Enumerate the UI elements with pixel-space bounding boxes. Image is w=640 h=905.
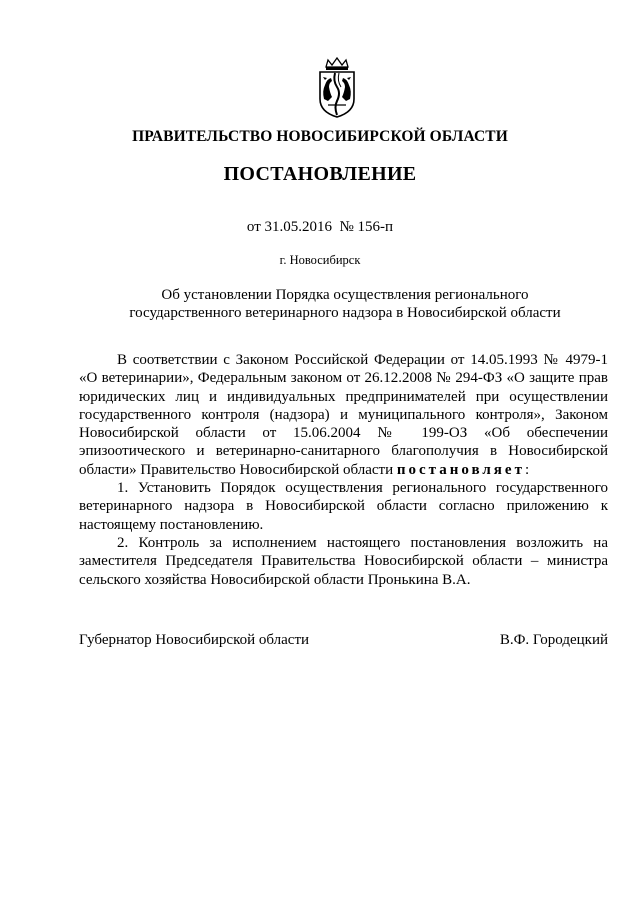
document-body: [79, 351, 608, 589]
document-date: 31.05.2016: [264, 219, 332, 235]
date-prefix: от: [246, 219, 261, 235]
city-label: г. Новосибирск: [279, 253, 361, 267]
signatory-position: Губернатор Новосибирской области: [79, 632, 310, 648]
coat-of-arms-icon: [316, 57, 358, 119]
document-subject: [80, 286, 610, 322]
item-2-paragraph: 2. Контроль за исполнением настоящего постановления возложить на заместителя Председателя Правительства Новосибирской области – министра сельского хозяйства Новосибирской области Пронькина В.А.: [79, 534, 608, 588]
date-number-line: [0, 219, 640, 236]
item-1-paragraph: 1. Установить Порядок осуществления регионального государственного ветеринарного надзора в Новосибирской области согласно приложению к настоящему постановлению.: [79, 480, 608, 533]
resolves-colon: :: [524, 461, 530, 478]
preamble-text: В соответствии с Законом Российской Федерации от 14.05.1993 № 4979-1 «О ветеринарии», Федеральным законом от 26.12.2008 № 294-ФЗ «О защите прав юридических лиц и индивидуальных предпринимателей при осуществлении государственного контроля (надзора) и муниципального контроля», Законом Новосибирской области от 15.06.2004 № 199-ОЗ «Об обеспечении эпизоотического и ветеринарно-санитарного благополучия в Новосибирской области» Правительство Новосибирской области: [79, 352, 608, 478]
subject-line-1: Об установлении Порядка осуществления регионального: [161, 287, 529, 303]
organization-title: ПРАВИТЕЛЬСТВО НОВОСИБИРСКОЙ ОБЛАСТИ: [132, 128, 508, 145]
document-type-title: ПОСТАНОВЛЕНИЕ: [223, 163, 417, 185]
document-number: № 156-п: [339, 219, 394, 235]
signatory-name: В.Ф. Городецкий: [499, 632, 608, 648]
preamble-paragraph: [79, 351, 608, 479]
resolves-word: постановляет: [396, 461, 525, 478]
subject-line-2: государственного ветеринарного надзора в Новосибирской области: [129, 305, 561, 321]
